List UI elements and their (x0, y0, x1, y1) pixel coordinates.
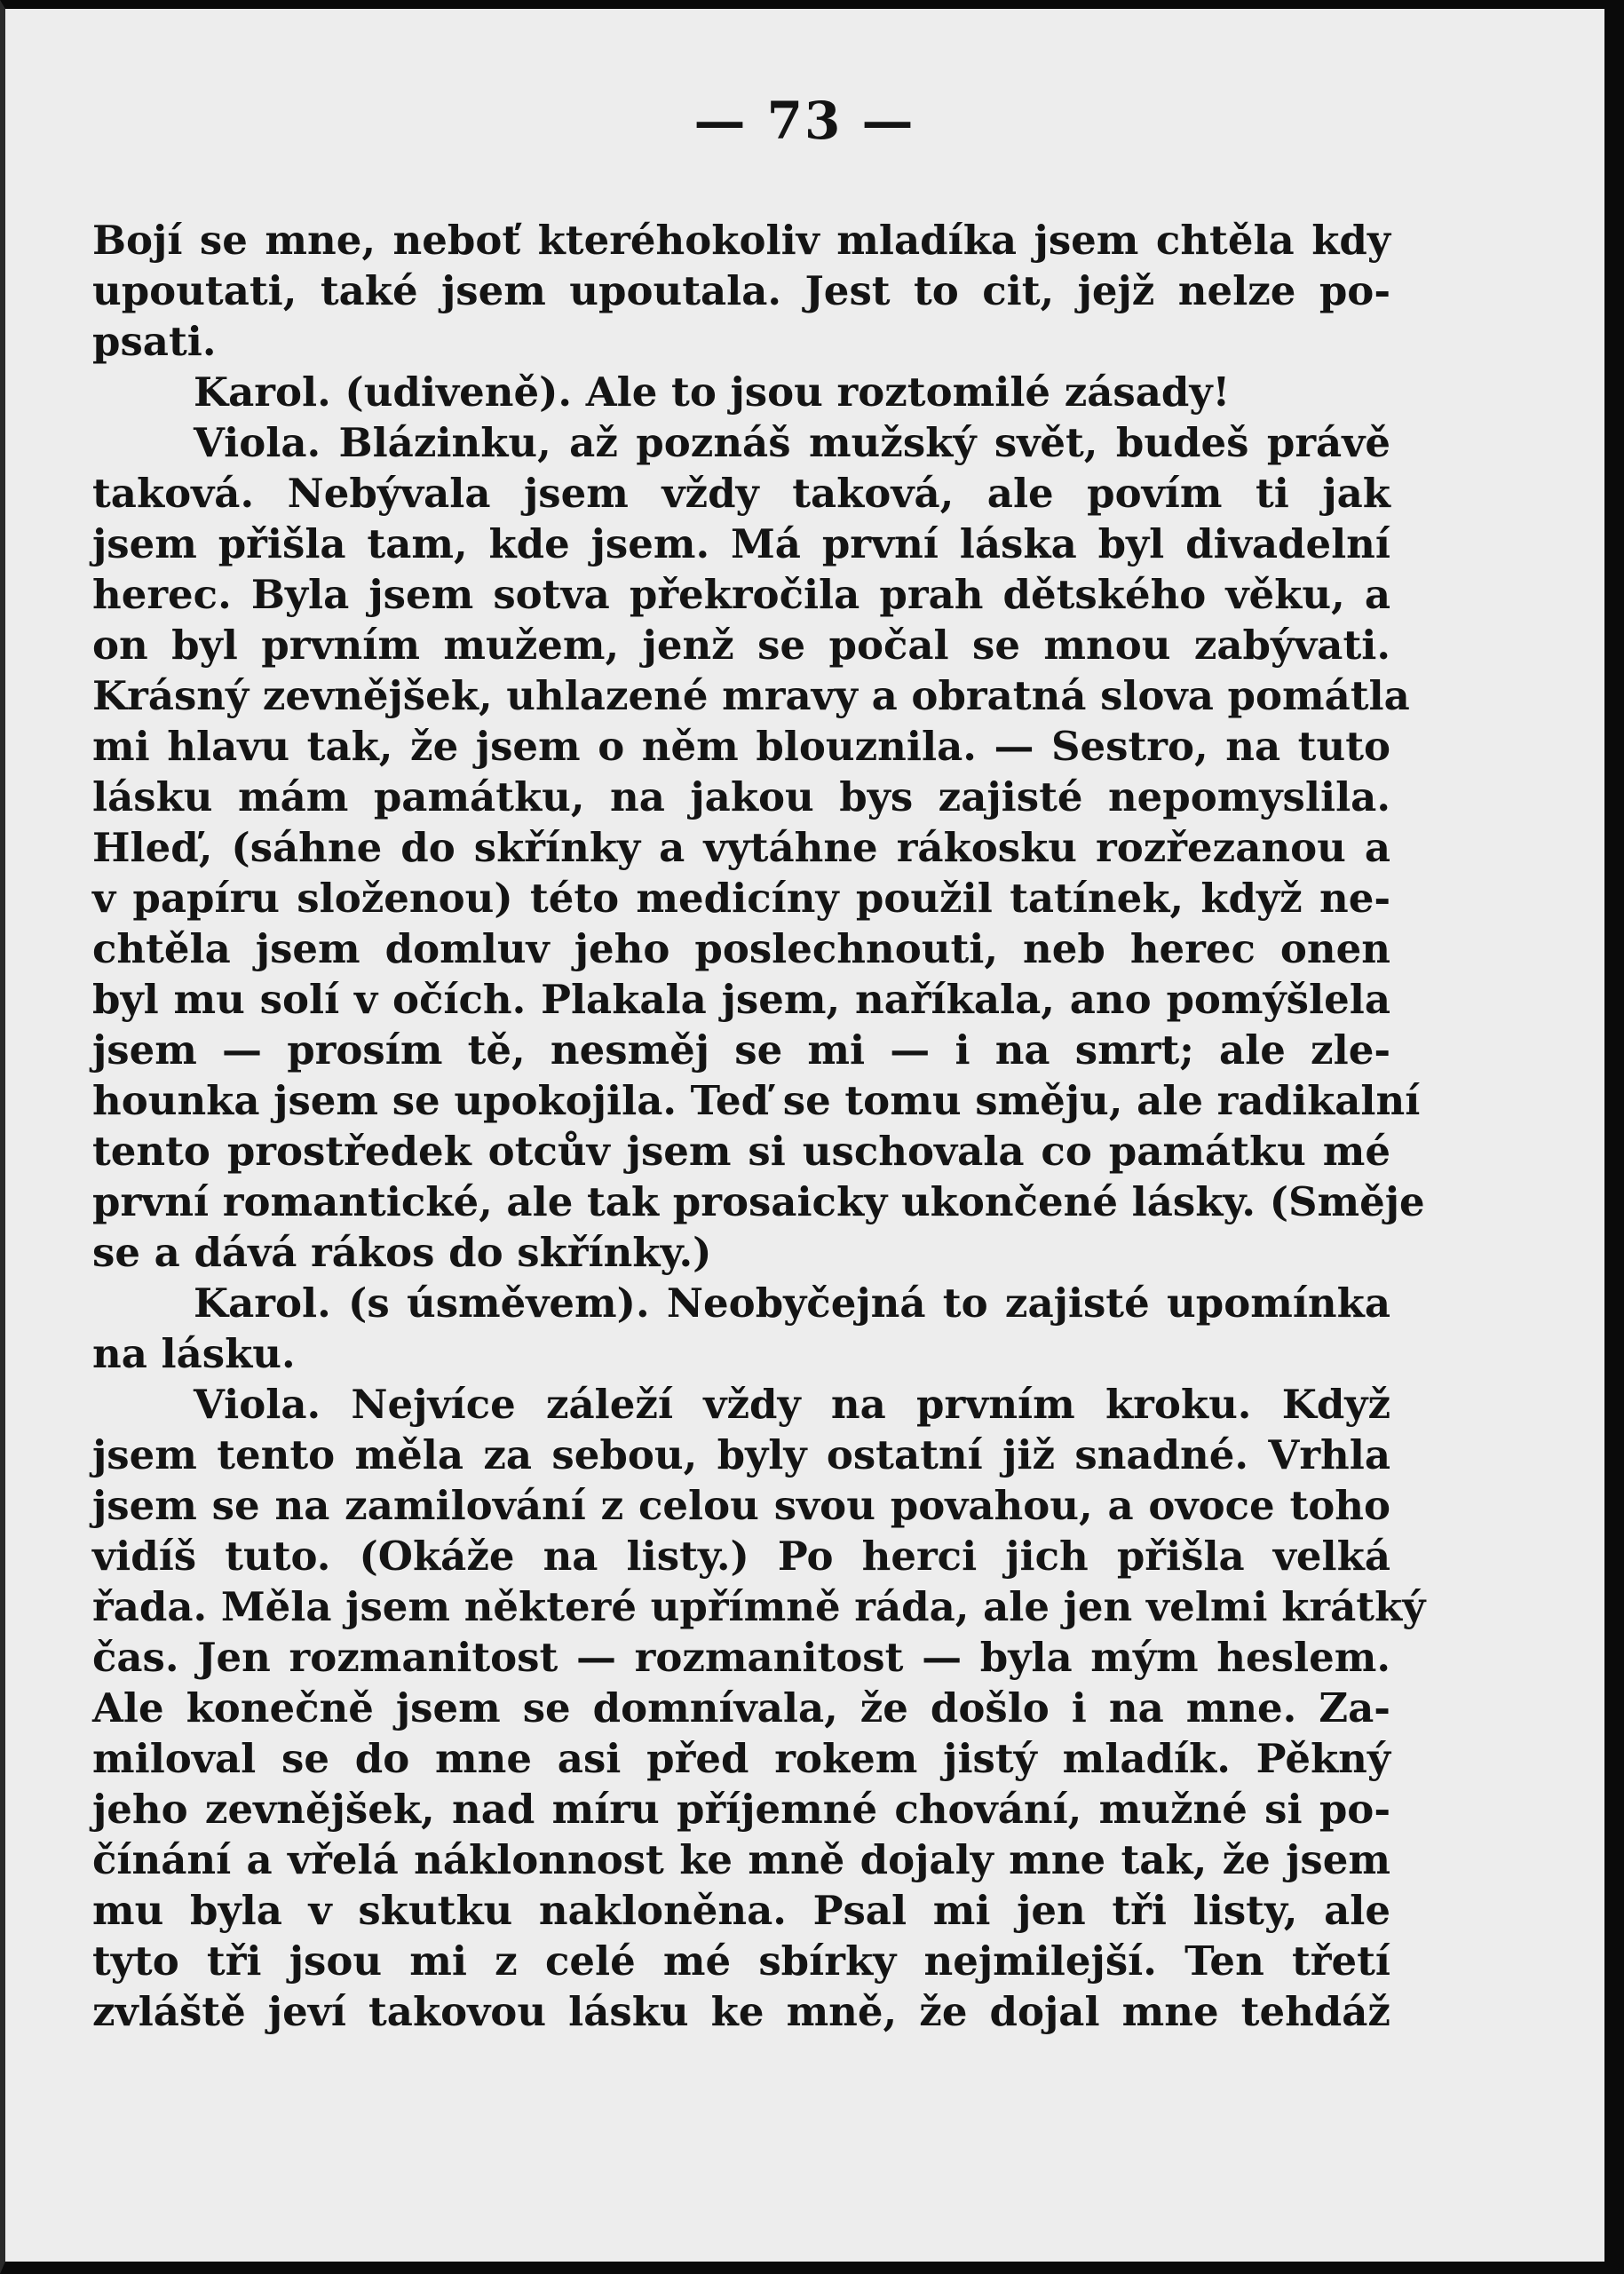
page-number: — 73 — (693, 91, 915, 151)
text-line: Karol. (udiveně). Ale to jsou roztomilé zásady! (194, 368, 1231, 416)
text-line: lásku mám památku, na jakou bys zajisté nepomyslila. (92, 773, 1390, 820)
text-line: čínání a vřelá náklonnost ke mně dojaly mne tak, že jsem (92, 1836, 1390, 1883)
text-line: Ale konečně jsem se domnívala, že došlo i na mne. Za- (92, 1684, 1390, 1731)
text-line: byl mu solí v očích. Plakala jsem, naříkala, ano pomýšlela (92, 976, 1390, 1023)
text-line: jsem — prosím tě, nesměj se mi — i na smrt; ale zle- (92, 1026, 1390, 1074)
text-line: tento prostředek otcův jsem si uschovala co památku mé (92, 1128, 1390, 1175)
text-line: jsem tento měla za sebou, byly ostatní již snadné. Vrhla (92, 1431, 1390, 1478)
text-line: řada. Měla jsem některé upřímně ráda, ale jen velmi krátký (92, 1583, 1426, 1630)
text-line: se a dává rákos do skřínky.) (92, 1229, 712, 1276)
text-line: Krásný zevnějšek, uhlazené mravy a obratná slova pomátla (92, 672, 1410, 719)
text-line: tyto tři jsou mi z celé mé sbírky nejmilejší. Ten třetí (92, 1937, 1390, 1985)
text-line: Viola. Nejvíce záleží vždy na prvním kroku. Když (194, 1381, 1390, 1428)
text-line: herec. Byla jsem sotva překročila prah dětského věku, a (92, 571, 1390, 618)
text-line: Karol. (s úsměvem). Neobyčejná to zajisté upomínka (194, 1280, 1390, 1327)
text-line: v papíru složenou) této medicíny použil tatínek, když ne- (92, 875, 1390, 922)
text-line: mi hlavu tak, že jsem o něm blouznila. — Sestro, na tuto (92, 723, 1390, 770)
text-line: jeho zevnějšek, nad míru příjemné chování, mužné si po- (92, 1786, 1390, 1833)
text-line: upoutati, také jsem upoutala. Jest to cit, jejž nelze po- (92, 267, 1390, 314)
text-line: taková. Nebývala jsem vždy taková, ale povím ti jak (92, 470, 1390, 517)
text-line: Bojí se mne, neboť kteréhokoliv mladíka jsem chtěla kdy (92, 217, 1390, 264)
text-line: na lásku. (92, 1330, 296, 1377)
text-line: mu byla v skutku nakloněna. Psal mi jen tři listy, ale (92, 1887, 1390, 1934)
text-line: první romantické, ale tak prosaicky ukončené lásky. (Směje (92, 1178, 1425, 1225)
text-line: Viola. Blázinku, až poznáš mužský svět, budeš právě (194, 419, 1390, 466)
text-line: jsem se na zamilování z celou svou povahou, a ovoce toho (92, 1482, 1390, 1529)
text-line: miloval se do mne asi před rokem jistý mladík. Pěkný (92, 1735, 1390, 1782)
text-line: zvláště jeví takovou lásku ke mně, že dojal mne tehdáž (92, 1988, 1390, 2035)
text-line: Hleď, (sáhne do skřínky a vytáhne rákosku rozřezanou a (92, 824, 1390, 871)
text-line: jsem přišla tam, kde jsem. Má první láska byl divadelní (92, 520, 1390, 567)
text-line: psati. (92, 318, 217, 365)
body-text (92, 215, 1426, 2037)
text-line: chtěla jsem domluv jeho poslechnouti, neb herec onen (92, 925, 1390, 972)
text-line: čas. Jen rozmanitost — rozmanitost — byla mým heslem. (92, 1634, 1390, 1681)
text-line: on byl prvním mužem, jenž se počal se mnou zabývati. (92, 622, 1390, 669)
text-line: vidíš tuto. (Okáže na listy.) Po herci jich přišla velká (92, 1533, 1390, 1580)
text-line: hounka jsem se upokojila. Teď se tomu směju, ale radikalní (92, 1077, 1421, 1124)
